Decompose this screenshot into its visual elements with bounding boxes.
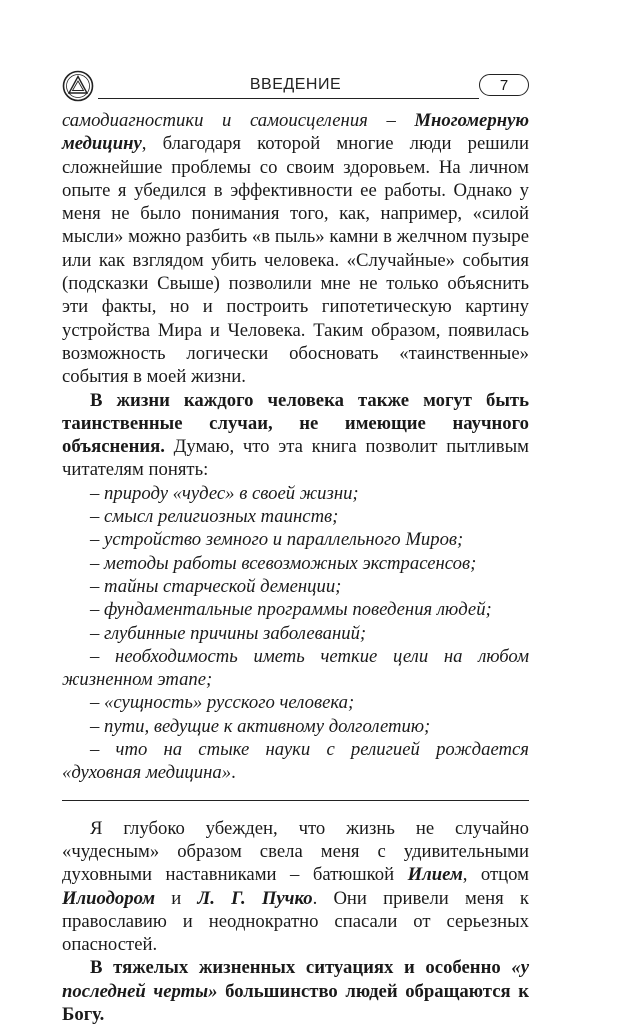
header-rule — [98, 98, 479, 99]
section-divider — [62, 800, 529, 801]
mentor-name: Л. Г. Пучко — [197, 887, 313, 909]
paragraph-god — [62, 956, 529, 1026]
list-item: – методы работы всевозможных экстрасенсов; — [90, 552, 477, 574]
bold-italic-phrase: «у последней черты» — [62, 957, 529, 1002]
bold-statement: В тяжелых жизненных ситуациях и особенно — [90, 957, 512, 979]
list-item: – необходимость иметь четкие цели на любом жизненном этапе; — [62, 645, 529, 691]
italic-phrase: самодиагностики и самоисцеления — [62, 110, 368, 131]
paragraph-text: Думаю, что эта книга позволит пытливым читателям понять: — [62, 436, 529, 481]
topics-list — [62, 482, 529, 785]
list-item: – глубинные причины заболеваний; — [90, 622, 367, 644]
paragraph-text: Я глубоко убежден, что жизнь не случайно «чудесным» образом свела меня с удивительными духовными наставниками – батюшкой — [62, 817, 529, 886]
list-item: – смысл религиозных таинств; — [90, 506, 339, 528]
bold-statement: большинство людей обращаются к Богу. — [62, 980, 529, 1025]
dash: – — [367, 110, 415, 131]
page-number: 7 — [479, 74, 529, 96]
list-item-text: – что на стыке науки с религией рождается «духовная медицина» — [62, 739, 529, 784]
list-item: – «сущность» русского человека; — [90, 692, 355, 714]
paragraph-text: , отцом — [462, 864, 529, 886]
list-item: – фундаментальные программы поведения людей; — [90, 599, 492, 621]
mentor-name: Илием — [407, 864, 463, 886]
paragraph-text: . Они привели меня к православию и неоднократно спасали от серьезных опасностей. — [62, 887, 529, 956]
list-item-period: . — [231, 762, 236, 784]
list-item: – устройство земного и параллельного Миров; — [90, 529, 464, 551]
paragraph-mentors — [62, 817, 529, 957]
running-header — [62, 70, 529, 104]
list-item-last — [62, 738, 529, 785]
paragraph-mysteries — [62, 389, 529, 482]
list-item: – пути, ведущие к активному долголетию; — [90, 715, 431, 737]
paragraph-continued — [62, 109, 529, 389]
bold-statement: В жизни каждого человека также могут быть таинственные случаи, не имеющие научного объяснения. — [62, 389, 529, 458]
list-item: – природу «чудес» в своей жизни; — [90, 482, 359, 504]
list-item: – тайны старческой деменции; — [90, 575, 342, 597]
method-name: Многомерную медицину — [62, 110, 530, 155]
page-body — [62, 109, 529, 1026]
paragraph-text: и — [155, 887, 198, 909]
chapter-title: ВВЕДЕНИЕ — [249, 76, 342, 93]
mentor-name: Илиодором — [62, 887, 156, 909]
paragraph-text: , благодаря которой многие люди решили сложнейшие проблемы со своим здоровьем. На личном опыте я убедился в эффективности ее работы. Однако у меня не было понимания того, как, например, «силой мысли» можно разбить «в пыль» камни в желчном пузыре или как взглядом убить человека. «Случайные» события (подсказки Свыше) позволили мне не только объяснить эти факты, но и построить гипотетическую картину устройства Мира и Человека. Таким образом, появилась возможность логически обосновать «таинственные» события в моей жизни. — [62, 133, 529, 388]
